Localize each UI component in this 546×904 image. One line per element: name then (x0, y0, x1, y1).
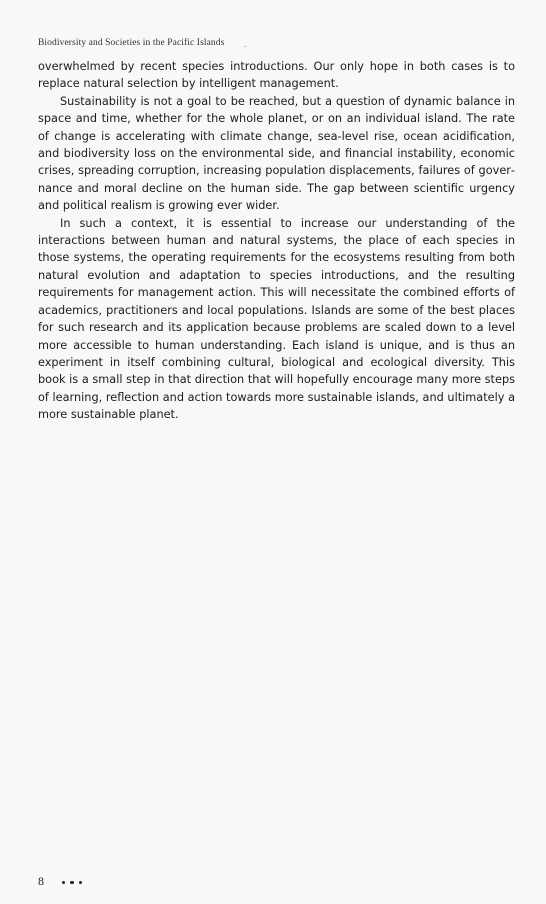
body-text (38, 58, 515, 424)
folio-dot (62, 881, 65, 884)
paragraph-3: In such a context, it is essential to increase our understanding of the interactions between human and natural systems, the place of each species in those systems, the operating requirements for the ecosystems resulting from both natural evolution and adaptation to species introductions, and the resulting requirements for management action. This will necessitate the combined efforts of academics, practitioners and local populations. Islands are some of the best places for such research and its application because problems are scaled down to a level more accessible to human understanding. Each island is unique, and is thus an experiment in itself combining cultural, biological and ecological diversity. This book is a small step in that direction that will hopefully encourage many more steps of learning, reflection and action towards more sustainable islands, and ultimately a more sustainable planet. (38, 216, 515, 422)
paragraph-1: overwhelmed by recent species introductions. Our only hope in both cases is to replace natural selection by intelligent management. (38, 60, 515, 91)
folio-dot (70, 881, 73, 884)
paragraph-2: Sustainability is not a goal to be reached, but a question of dynamic balance in space and time, whether for the whole planet, or on an individual island. The rate of change is accelerating with climate change, sea-level rise, ocean acidification, and biodiversity loss on the environmental side, and financial instability, economic crises, spreading corruption, increasing population displacements, failures of governance and moral decline on the human side. The gap between scientific urgency and political realism is growing ever wider. (38, 94, 515, 213)
page-number: 8 (38, 874, 44, 888)
running-header: Biodiversity and Societies in the Pacific Islands (38, 38, 225, 48)
folio-dot (79, 881, 82, 884)
folio-dots-ornament (62, 881, 82, 884)
header-mark: . (244, 40, 247, 49)
